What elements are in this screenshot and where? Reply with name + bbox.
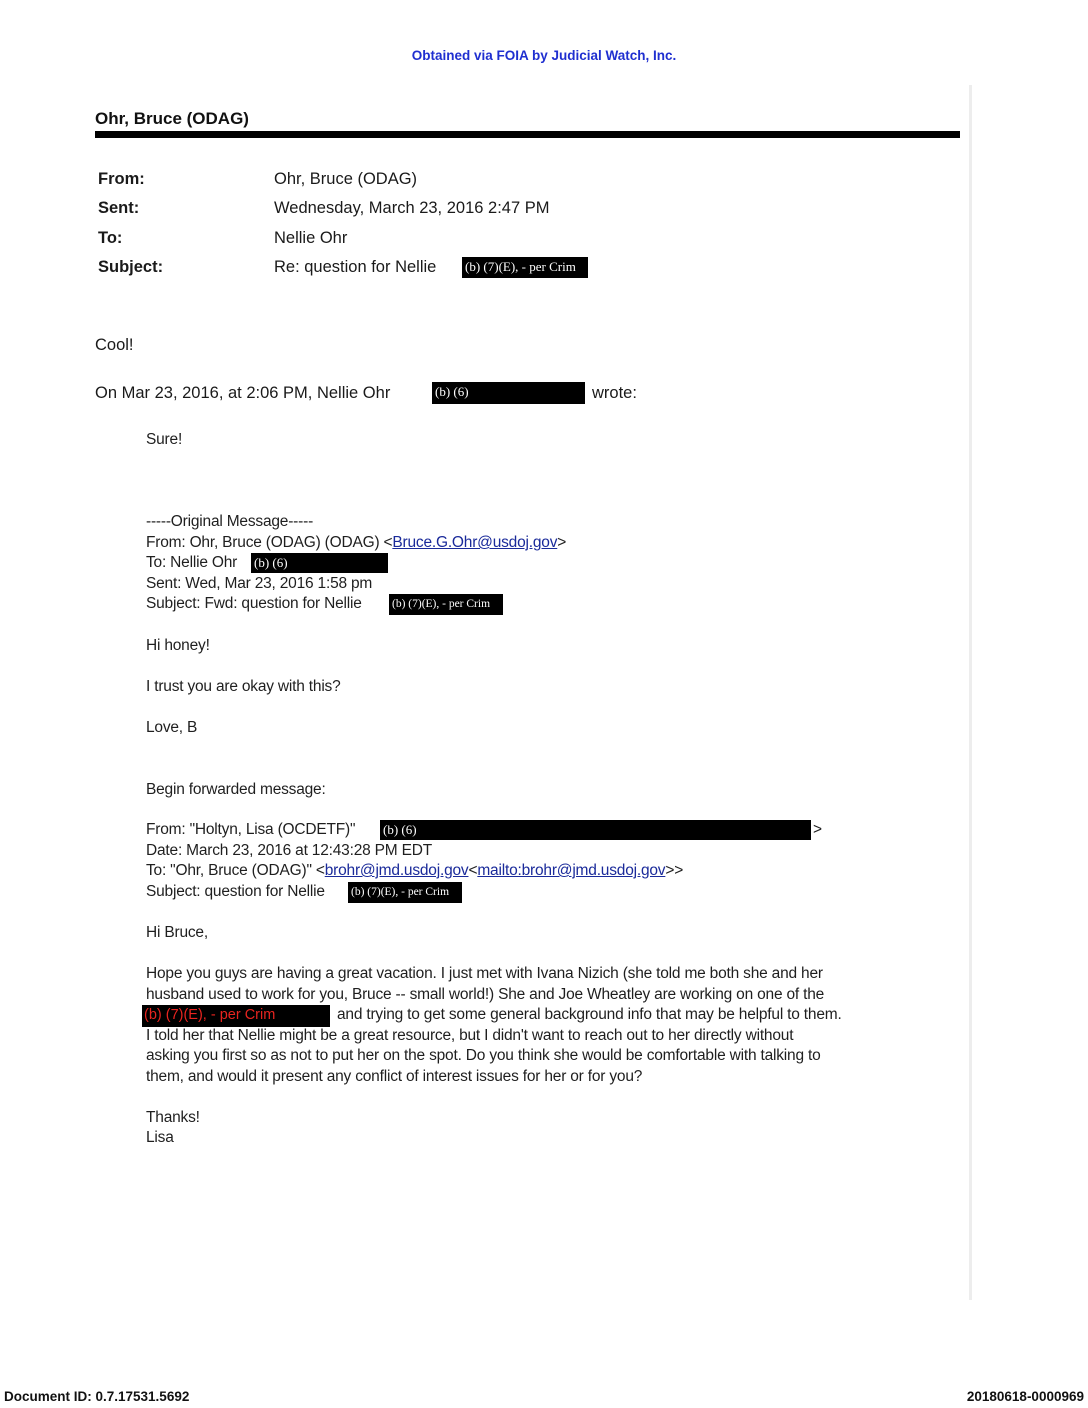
to-value: Nellie Ohr (274, 229, 348, 247)
redaction-box: (b) (6) (380, 820, 811, 840)
original-signoff: Love, B (146, 719, 198, 736)
scan-edge (969, 85, 972, 1300)
foia-banner: Obtained via FOIA by Judicial Watch, Inc. (411, 48, 677, 63)
forward-paragraph-line: Hope you guys are having a great vacation. I just met with Ivana Nizich (she told me both she and her (146, 965, 823, 982)
bates-number: 20180618-0000969 (966, 1389, 1084, 1404)
sender-title: Ohr, Bruce (ODAG) (95, 109, 249, 128)
original-divider: -----Original Message----- (146, 513, 314, 530)
original-from-text: From: Ohr, Bruce (ODAG) (ODAG) < (146, 534, 393, 551)
sent-label: Sent: (98, 199, 140, 217)
forward-paragraph-line: and trying to get some general background info that may be helpful to them. (337, 1006, 842, 1023)
sent-value: Wednesday, March 23, 2016 2:47 PM (274, 199, 550, 217)
quote-intro: On Mar 23, 2016, at 2:06 PM, Nellie Ohr (95, 384, 391, 402)
forward-from-close: > (813, 821, 822, 838)
to-label: To: (98, 229, 123, 247)
original-from-email[interactable]: Bruce.G.Ohr@usdoj.gov (392, 534, 558, 551)
forward-to-lt: < (468, 862, 478, 879)
redaction-box: (b) (7)(E), - per Crim (142, 1005, 330, 1027)
forward-intro: Begin forwarded message: (146, 781, 326, 798)
forward-from: From: "Holtyn, Lisa (OCDETF)" (146, 821, 356, 838)
original-greeting: Hi honey! (146, 637, 210, 654)
forward-to-email[interactable]: brohr@jmd.usdoj.gov (324, 862, 469, 879)
from-value: Ohr, Bruce (ODAG) (274, 170, 418, 188)
forward-paragraph-line: them, and would it present any conflict of interest issues for her or for you? (146, 1068, 643, 1085)
forward-date: Date: March 23, 2016 at 12:43:28 PM EDT (146, 842, 432, 859)
subject-value: Re: question for Nellie (274, 258, 437, 276)
forward-paragraph-line: husband used to work for you, Bruce -- small world!) She and Joe Wheatley are working on one of the (146, 986, 825, 1003)
redaction-box: (b) (7)(E), - per Crim (389, 594, 503, 615)
original-from (146, 534, 566, 552)
original-from-close: > (557, 534, 567, 551)
reply-text: Cool! (95, 336, 134, 354)
forward-thanks: Thanks! (146, 1109, 200, 1126)
forward-signature: Lisa (146, 1129, 174, 1146)
forward-subject: Subject: question for Nellie (146, 883, 325, 900)
forward-to-text: To: "Ohr, Bruce (ODAG)" < (146, 862, 325, 879)
redaction-box: (b) (7)(E), - per Crim (348, 882, 462, 903)
original-line: I trust you are okay with this? (146, 678, 341, 695)
nellie-reply: Sure! (146, 431, 183, 448)
redaction-box: (b) (6) (251, 553, 388, 573)
redaction-box: (b) (6) (432, 382, 585, 404)
forward-paragraph-line: I told her that Nellie might be a great resource, but I didn't want to reach out to her directly without (146, 1027, 794, 1044)
forward-greeting: Hi Bruce, (146, 924, 208, 941)
forward-to-mailto[interactable]: mailto:brohr@jmd.usdoj.gov (477, 862, 666, 879)
forward-paragraph-line: asking you first so as not to put her on the spot. Do you think she would be comfortable with talking to (146, 1047, 821, 1064)
original-subject: Subject: Fwd: question for Nellie (146, 595, 362, 612)
redaction-box: (b) (7)(E), - per Crim (462, 257, 588, 278)
original-sent: Sent: Wed, Mar 23, 2016 1:58 pm (146, 575, 373, 592)
quote-intro-wrote: wrote: (592, 384, 637, 402)
header-rule (95, 131, 960, 138)
original-to: To: Nellie Ohr (146, 554, 238, 571)
document-id: Document ID: 0.7.17531.5692 (4, 1389, 190, 1404)
forward-to (146, 862, 683, 880)
subject-label: Subject: (98, 258, 164, 276)
from-label: From: (98, 170, 145, 188)
forward-to-close: >> (665, 862, 684, 879)
